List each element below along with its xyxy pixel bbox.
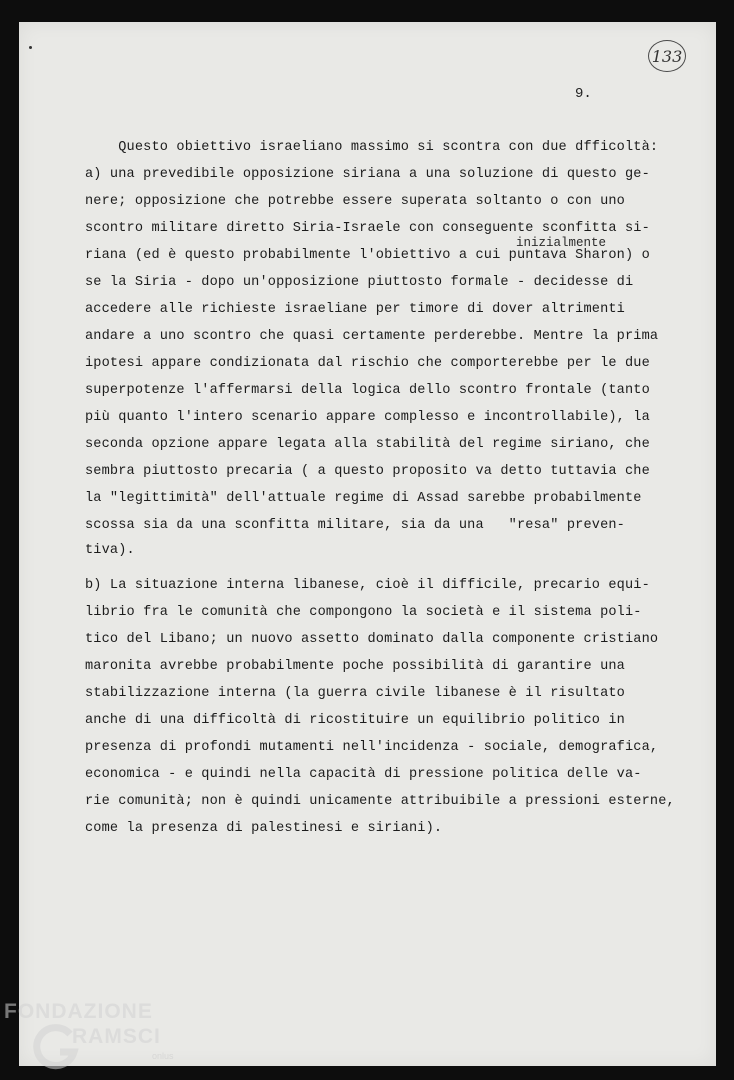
text-line: economica - e quindi nella capacità di pressione politica delle va- bbox=[85, 767, 642, 782]
text-line: a) una prevedibile opposizione siriana a una soluzione di questo ge- bbox=[85, 167, 650, 182]
text-line: riana (ed è questo probabilmente l'obiettivo a cui puntava Sharon) o bbox=[85, 248, 650, 263]
text-line: ipotesi appare condizionata dal rischio che comporterebbe per le due bbox=[85, 356, 650, 371]
text-line: andare a uno scontro che quasi certamente perderebbe. Mentre la prima bbox=[85, 329, 659, 344]
text-line: tico del Libano; un nuovo assetto dominato dalla componente cristiano bbox=[85, 632, 659, 647]
text-line: b) La situazione interna libanese, cioè il difficile, precario equi- bbox=[85, 578, 650, 593]
text-line: seconda opzione appare legata alla stabilità del regime siriano, che bbox=[85, 437, 650, 452]
text-line: superpotenze l'affermarsi della logica dello scontro frontale (tanto bbox=[85, 383, 650, 398]
text-line: la "legittimità" dell'attuale regime di Assad sarebbe probabilmente bbox=[85, 491, 642, 506]
fondazione-gramsci-logo bbox=[4, 1000, 204, 1080]
text-line: maronita avrebbe probabilmente poche possibilità di garantire una bbox=[85, 659, 625, 674]
text-line: presenza di profondi mutamenti nell'incidenza - sociale, demografica, bbox=[85, 740, 659, 755]
text-line: Questo obiettivo israeliano massimo si scontra con due dfficoltà: bbox=[85, 140, 659, 155]
handwritten-insert: inizialmente bbox=[516, 236, 607, 250]
text-line: come la presenza di palestinesi e siriani). bbox=[85, 821, 443, 836]
text-line: librio fra le comunità che compongono la società e il sistema poli- bbox=[85, 605, 642, 620]
text-line: rie comunità; non è quindi unicamente attribuibile a pressioni esterne, bbox=[85, 794, 675, 809]
text-line: se la Siria - dopo un'opposizione piuttosto formale - decidesse di bbox=[85, 275, 634, 290]
ink-mark bbox=[29, 46, 32, 49]
text-line: scontro militare diretto Siria-Israele con conseguente sconfitta si- bbox=[85, 221, 650, 236]
page-number: 9. bbox=[575, 86, 592, 102]
text-line: scossa sia da una sconfitta militare, sia da una "resa" preven- bbox=[85, 518, 625, 533]
logo-text-bottom: RAMSCI bbox=[72, 1025, 161, 1048]
text-line: anche di una difficoltà di ricostituire un equilibrio politico in bbox=[85, 713, 625, 728]
text-line: nere; opposizione che potrebbe essere superata soltanto o con uno bbox=[85, 194, 625, 209]
text-line: tiva). bbox=[85, 543, 135, 558]
logo-subtitle: onlus bbox=[152, 1051, 174, 1061]
logo-text-top: FONDAZIONE bbox=[4, 1000, 153, 1023]
text-line: sembra piuttosto precaria ( a questo proposito va detto tuttavia che bbox=[85, 464, 650, 479]
archive-number-stamp: 133 bbox=[648, 40, 686, 72]
text-line: stabilizzazione interna (la guerra civile libanese è il risultato bbox=[85, 686, 625, 701]
text-line: accedere alle richieste israeliane per timore di dover altrimenti bbox=[85, 302, 625, 317]
text-line: più quanto l'intero scenario appare complesso e incontrollabile), la bbox=[85, 410, 650, 425]
